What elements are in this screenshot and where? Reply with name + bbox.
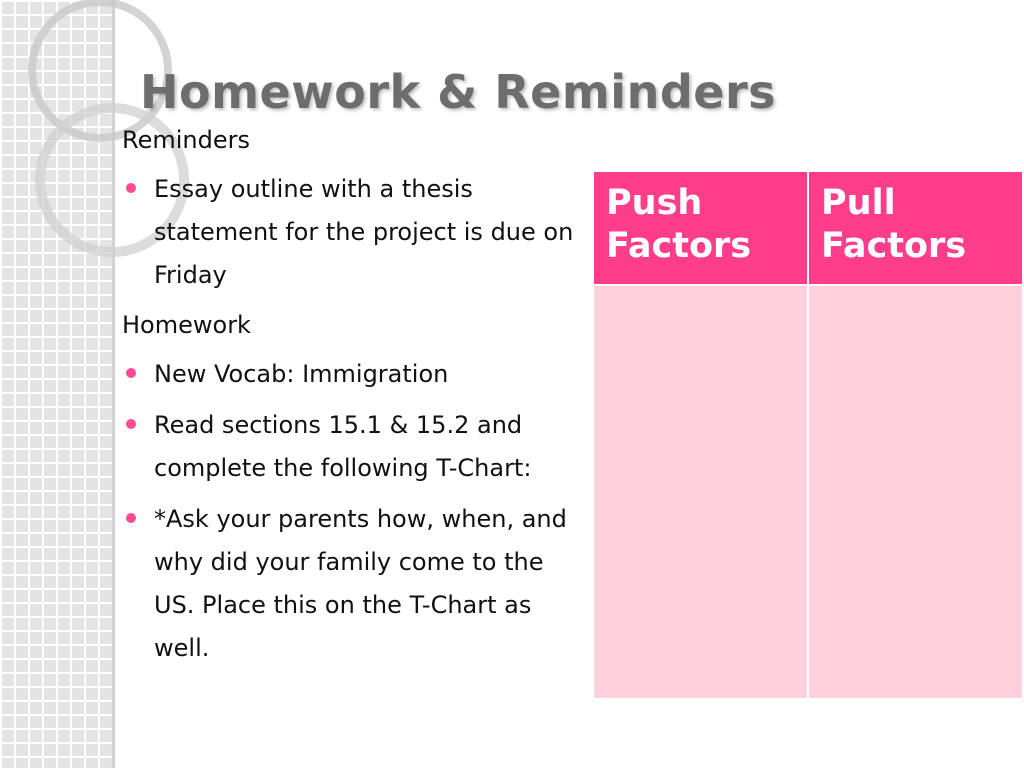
list-item-text: Read sections 15.1 & 15.2 and complete the following T-Chart: <box>154 411 532 482</box>
push-factors-cell <box>593 285 808 699</box>
list-item-text: New Vocab: Immigration <box>154 360 449 388</box>
list-item-text: *Ask your parents how, when, and why did your family come to the US. Place this on the T-Chart as well. <box>154 505 567 662</box>
list-item <box>122 353 580 396</box>
list-item <box>122 498 580 670</box>
homework-heading: Homework <box>122 311 251 339</box>
slide-content <box>122 120 580 678</box>
reminders-list <box>122 168 580 297</box>
list-item <box>122 168 580 297</box>
t-chart-body-row <box>593 285 1023 699</box>
list-item-text: Essay outline with a thesis statement for the project is due on Friday <box>154 175 574 289</box>
pull-factors-header: Pull Factors <box>808 171 1023 285</box>
t-chart-header-row <box>593 171 1023 285</box>
list-item <box>122 404 580 490</box>
bullet-dot-icon <box>126 368 136 378</box>
pull-factors-cell <box>808 285 1023 699</box>
homework-list <box>122 353 580 670</box>
reminders-heading: Reminders <box>122 126 250 154</box>
bullet-dot-icon <box>126 419 136 429</box>
push-factors-header: Push Factors <box>593 171 808 285</box>
bullet-dot-icon <box>126 183 136 193</box>
t-chart-table <box>592 170 1024 700</box>
slide-title: Homework & Reminders <box>140 64 777 119</box>
bullet-dot-icon <box>126 513 136 523</box>
